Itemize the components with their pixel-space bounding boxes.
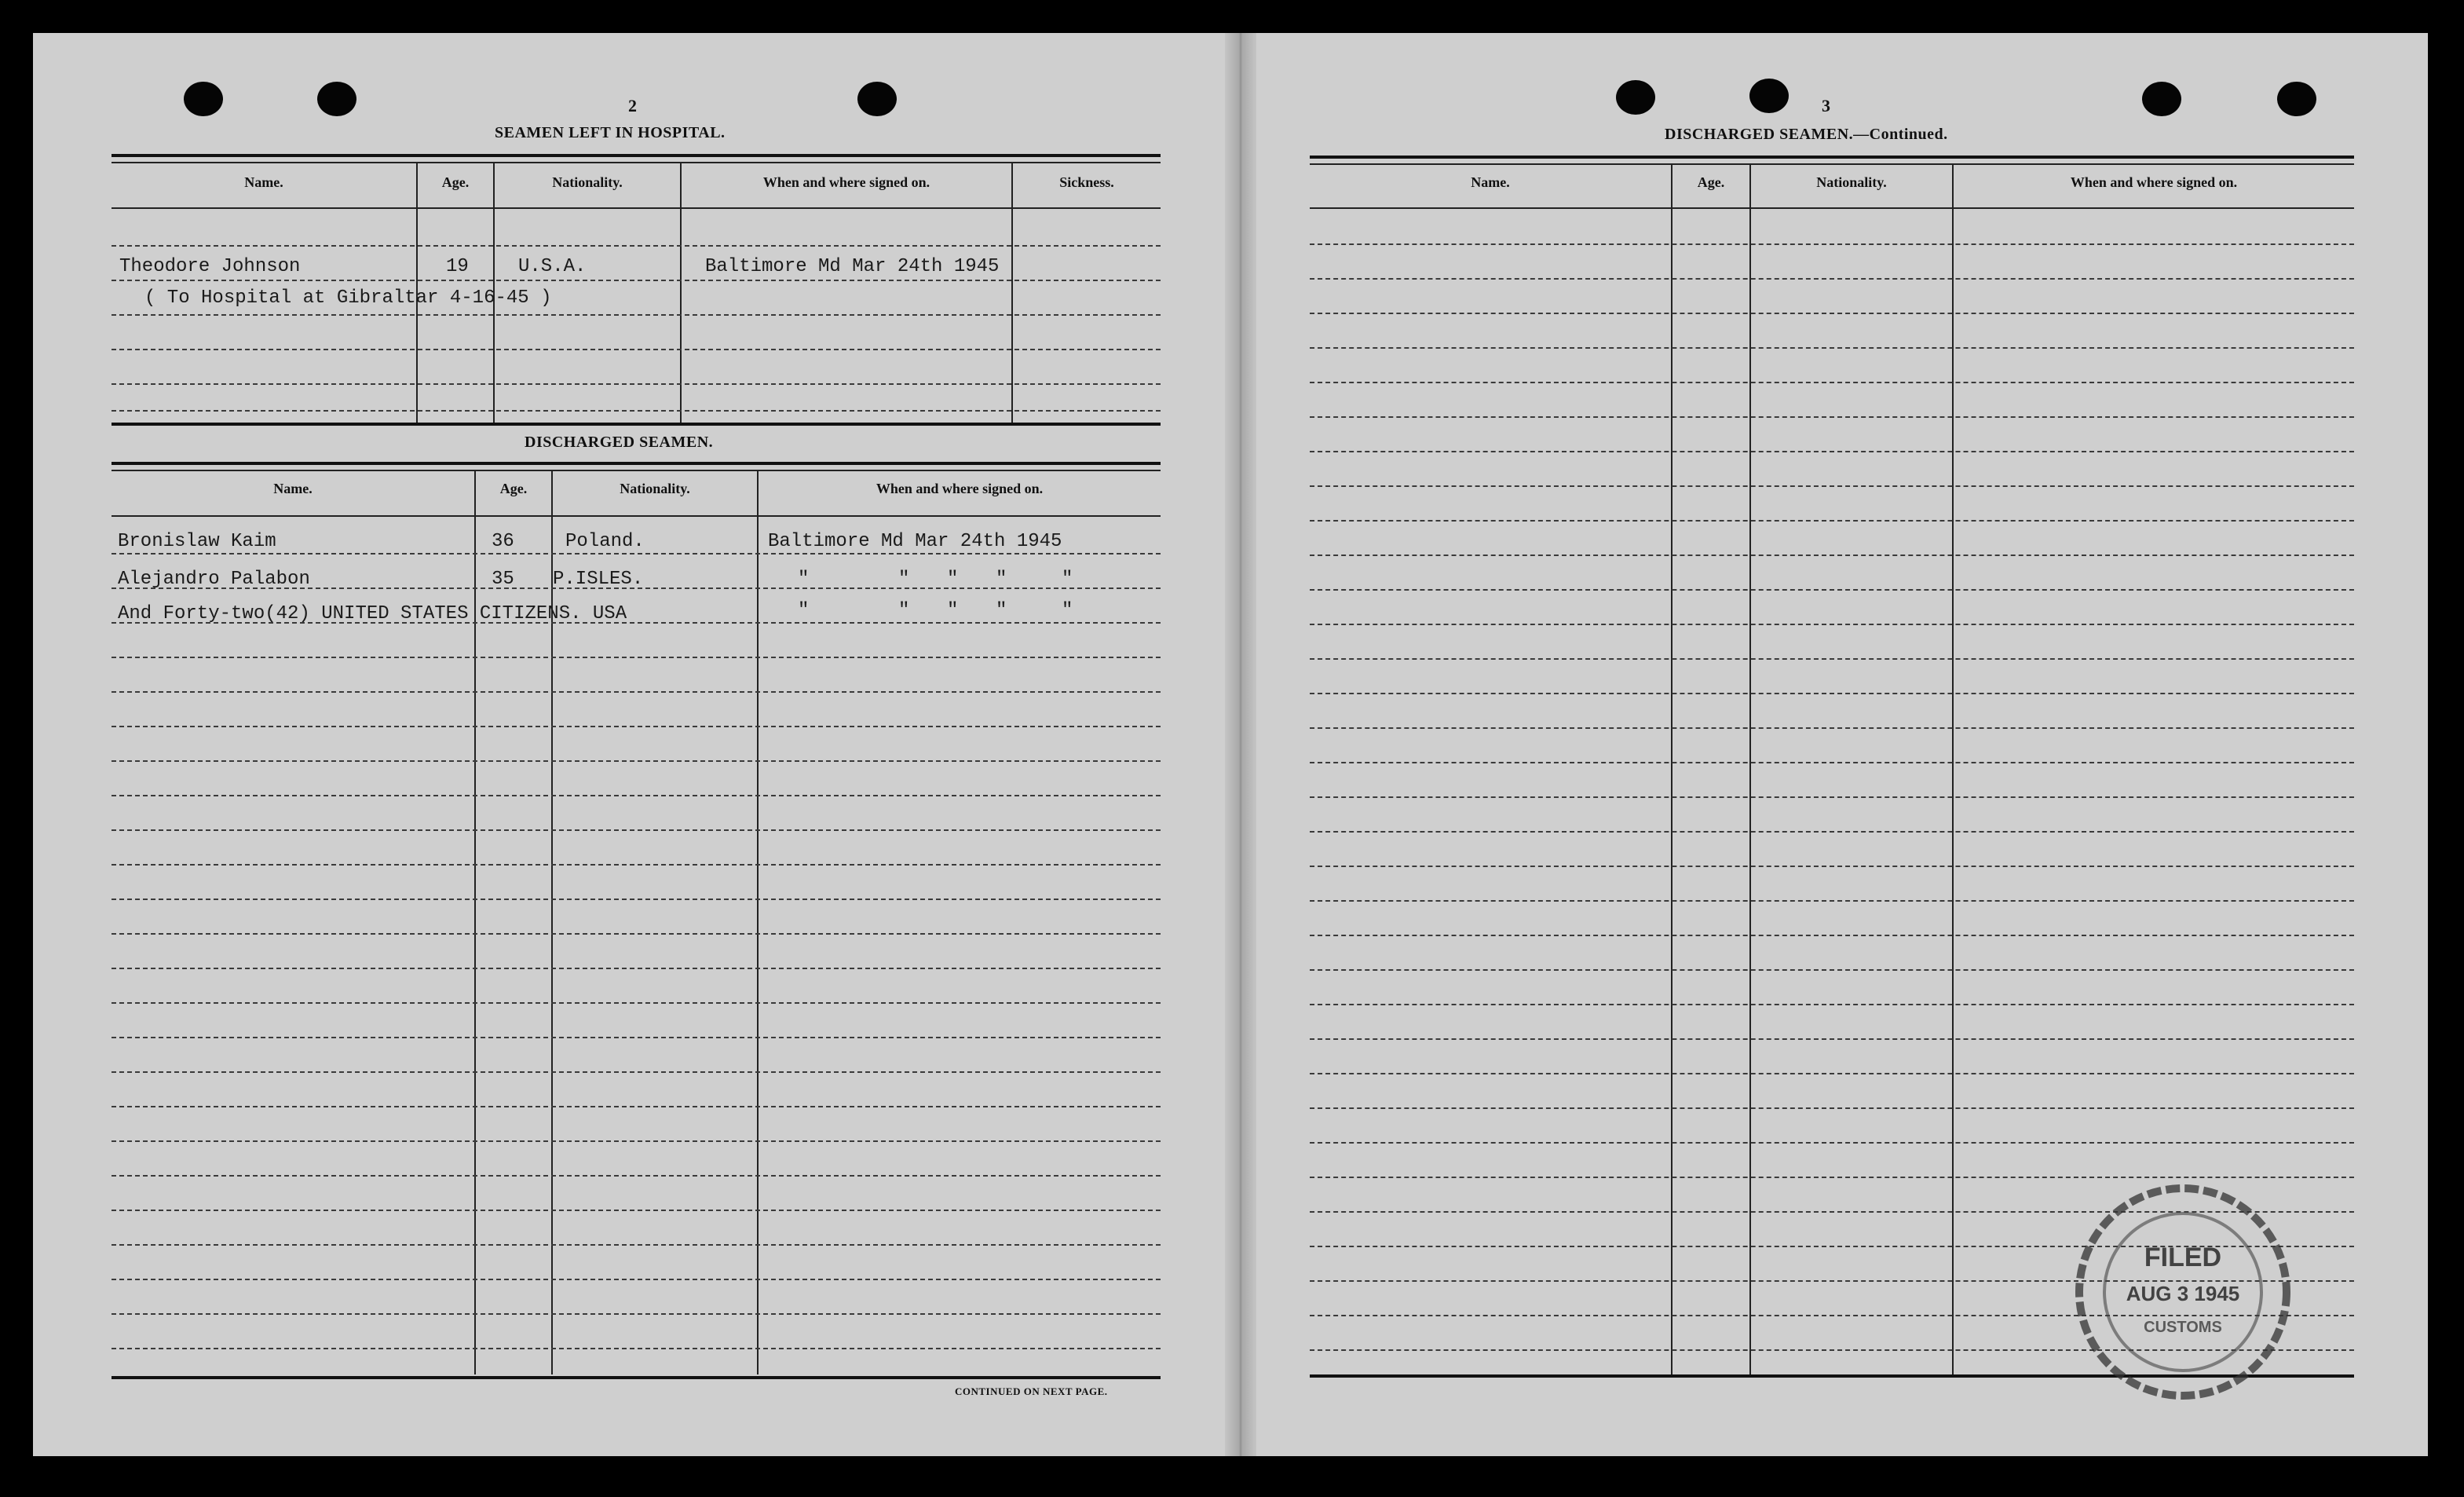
rule (112, 154, 1161, 157)
section-title-discharged-continued: DISCHARGED SEAMEN.—Continued. (1665, 126, 1948, 143)
row-line (112, 1106, 1161, 1107)
column-divider (1952, 163, 1954, 1374)
row-line (1310, 866, 2354, 867)
column-header: Name. (244, 174, 283, 190)
ditto-mark: " (898, 600, 910, 621)
continued-footer: CONTINUED ON NEXT PAGE. (955, 1385, 1108, 1397)
column-header: Age. (441, 174, 470, 190)
row-line (1310, 969, 2354, 971)
ditto-mark: " (798, 600, 810, 621)
row-line (1310, 243, 2354, 245)
rule (112, 462, 1161, 465)
column-header: Name. (1471, 174, 1510, 190)
row-line (112, 1210, 1161, 1211)
discharged-nationality: P.ISLES. (553, 569, 644, 590)
hospital-note: ( To Hospital at Gibraltar 4-16-45 ) (144, 287, 552, 309)
row-line (112, 691, 1161, 693)
column-header: Sickness. (1059, 174, 1114, 190)
stamp-center-text: FILED (2144, 1243, 2222, 1272)
row-line (1310, 589, 2354, 591)
row-line (1310, 555, 2354, 556)
discharged-nationality: Poland. (565, 531, 645, 552)
row-line (1310, 935, 2354, 936)
row-line (1310, 900, 2354, 902)
row-line (112, 1175, 1161, 1177)
row-line (112, 829, 1161, 831)
discharged-age: 35 (492, 569, 514, 590)
row-line (1310, 485, 2354, 487)
row-line (112, 726, 1161, 727)
discharged-age: 36 (492, 531, 514, 552)
row-line (1310, 347, 2354, 349)
row-line (112, 1002, 1161, 1004)
row-line (1310, 382, 2354, 383)
rule (112, 162, 1161, 163)
column-header: When and where signed on. (2070, 174, 2238, 190)
stamp-date: AUG 3 1945 (2126, 1282, 2240, 1305)
hospital-age: 19 (446, 256, 469, 277)
ditto-mark: " (996, 600, 1007, 621)
hospital-name: Theodore Johnson (119, 256, 301, 277)
row-line (1310, 762, 2354, 763)
ditto-mark: " (898, 569, 910, 590)
column-divider (1749, 163, 1751, 1374)
row-line (1310, 313, 2354, 314)
ditto-mark: " (947, 600, 959, 621)
row-line (112, 1244, 1161, 1246)
rule (1310, 207, 2354, 209)
column-header: When and where signed on. (762, 174, 930, 190)
row-line (1310, 1004, 2354, 1005)
rule (1310, 156, 2354, 159)
column-header: Nationality. (552, 174, 623, 190)
row-line (1310, 1073, 2354, 1074)
row-line (112, 933, 1161, 935)
row-line (112, 1071, 1161, 1073)
row-line (112, 280, 1161, 281)
discharged-signed-on: Baltimore Md Mar 24th 1945 (768, 531, 1062, 552)
ditto-mark: " (996, 569, 1007, 590)
page-gutter (1225, 33, 1256, 1456)
ditto-mark: " (1062, 600, 1073, 621)
row-line (112, 1313, 1161, 1315)
hospital-nationality: U.S.A. (518, 256, 587, 277)
page-number: 3 (1822, 96, 1830, 115)
ditto-mark: " (947, 569, 959, 590)
row-line (112, 410, 1161, 412)
row-line (1310, 1038, 2354, 1040)
ditto-mark: " (798, 569, 810, 590)
discharged-summary: And Forty-two(42) UNITED STATES CITIZENS. USA (118, 603, 627, 624)
row-line (112, 864, 1161, 866)
row-line (112, 760, 1161, 762)
punch-hole (1616, 80, 1655, 115)
rule (112, 515, 1161, 517)
page-number: 2 (628, 96, 637, 115)
row-line (112, 553, 1161, 555)
row-line (112, 899, 1161, 900)
section-title-hospital: SEAMEN LEFT IN HOSPITAL. (495, 124, 726, 141)
row-line (1310, 1142, 2354, 1144)
row-line (1310, 831, 2354, 833)
row-line (1310, 451, 2354, 452)
row-line (1310, 693, 2354, 694)
punch-hole (1749, 79, 1789, 113)
section-title-discharged: DISCHARGED SEAMEN. (525, 434, 714, 451)
row-line (112, 349, 1161, 350)
rule (112, 1376, 1161, 1379)
column-divider (757, 470, 759, 1374)
row-line (112, 968, 1161, 969)
row-line (1310, 658, 2354, 660)
row-line (112, 1140, 1161, 1142)
column-header: Nationality. (620, 481, 690, 496)
row-line (112, 1279, 1161, 1280)
customs-stamp (2065, 1178, 2301, 1406)
rule (112, 423, 1161, 426)
column-header: Age. (1697, 174, 1725, 190)
discharged-name: Alejandro Palabon (118, 569, 310, 590)
stamp-ring-text: CUSTOMS (2144, 1319, 2222, 1336)
row-line (112, 245, 1161, 247)
row-line (112, 1348, 1161, 1349)
column-header: Nationality. (1816, 174, 1887, 190)
ditto-mark: " (1062, 569, 1073, 590)
row-line (112, 383, 1161, 385)
punch-hole (2142, 82, 2181, 116)
row-line (112, 314, 1161, 316)
row-line (1310, 796, 2354, 798)
punch-hole (317, 82, 356, 116)
row-line (112, 795, 1161, 796)
row-line (112, 1037, 1161, 1038)
row-line (1310, 624, 2354, 625)
row-line (112, 657, 1161, 658)
row-line (1310, 278, 2354, 280)
row-line (1310, 416, 2354, 418)
row-line (1310, 1107, 2354, 1109)
row-line (1310, 520, 2354, 522)
column-header: Name. (273, 481, 313, 496)
column-header: When and where signed on. (876, 481, 1044, 496)
rule (112, 207, 1161, 209)
discharged-name: Bronislaw Kaim (118, 531, 276, 552)
rule (112, 470, 1161, 471)
row-line (1310, 727, 2354, 729)
punch-hole (184, 82, 223, 116)
column-header: Age. (499, 481, 528, 496)
rule (1310, 163, 2354, 165)
punch-hole (2277, 82, 2316, 116)
punch-hole (857, 82, 897, 116)
hospital-signed-on: Baltimore Md Mar 24th 1945 (705, 256, 1000, 277)
column-divider (1671, 163, 1673, 1374)
